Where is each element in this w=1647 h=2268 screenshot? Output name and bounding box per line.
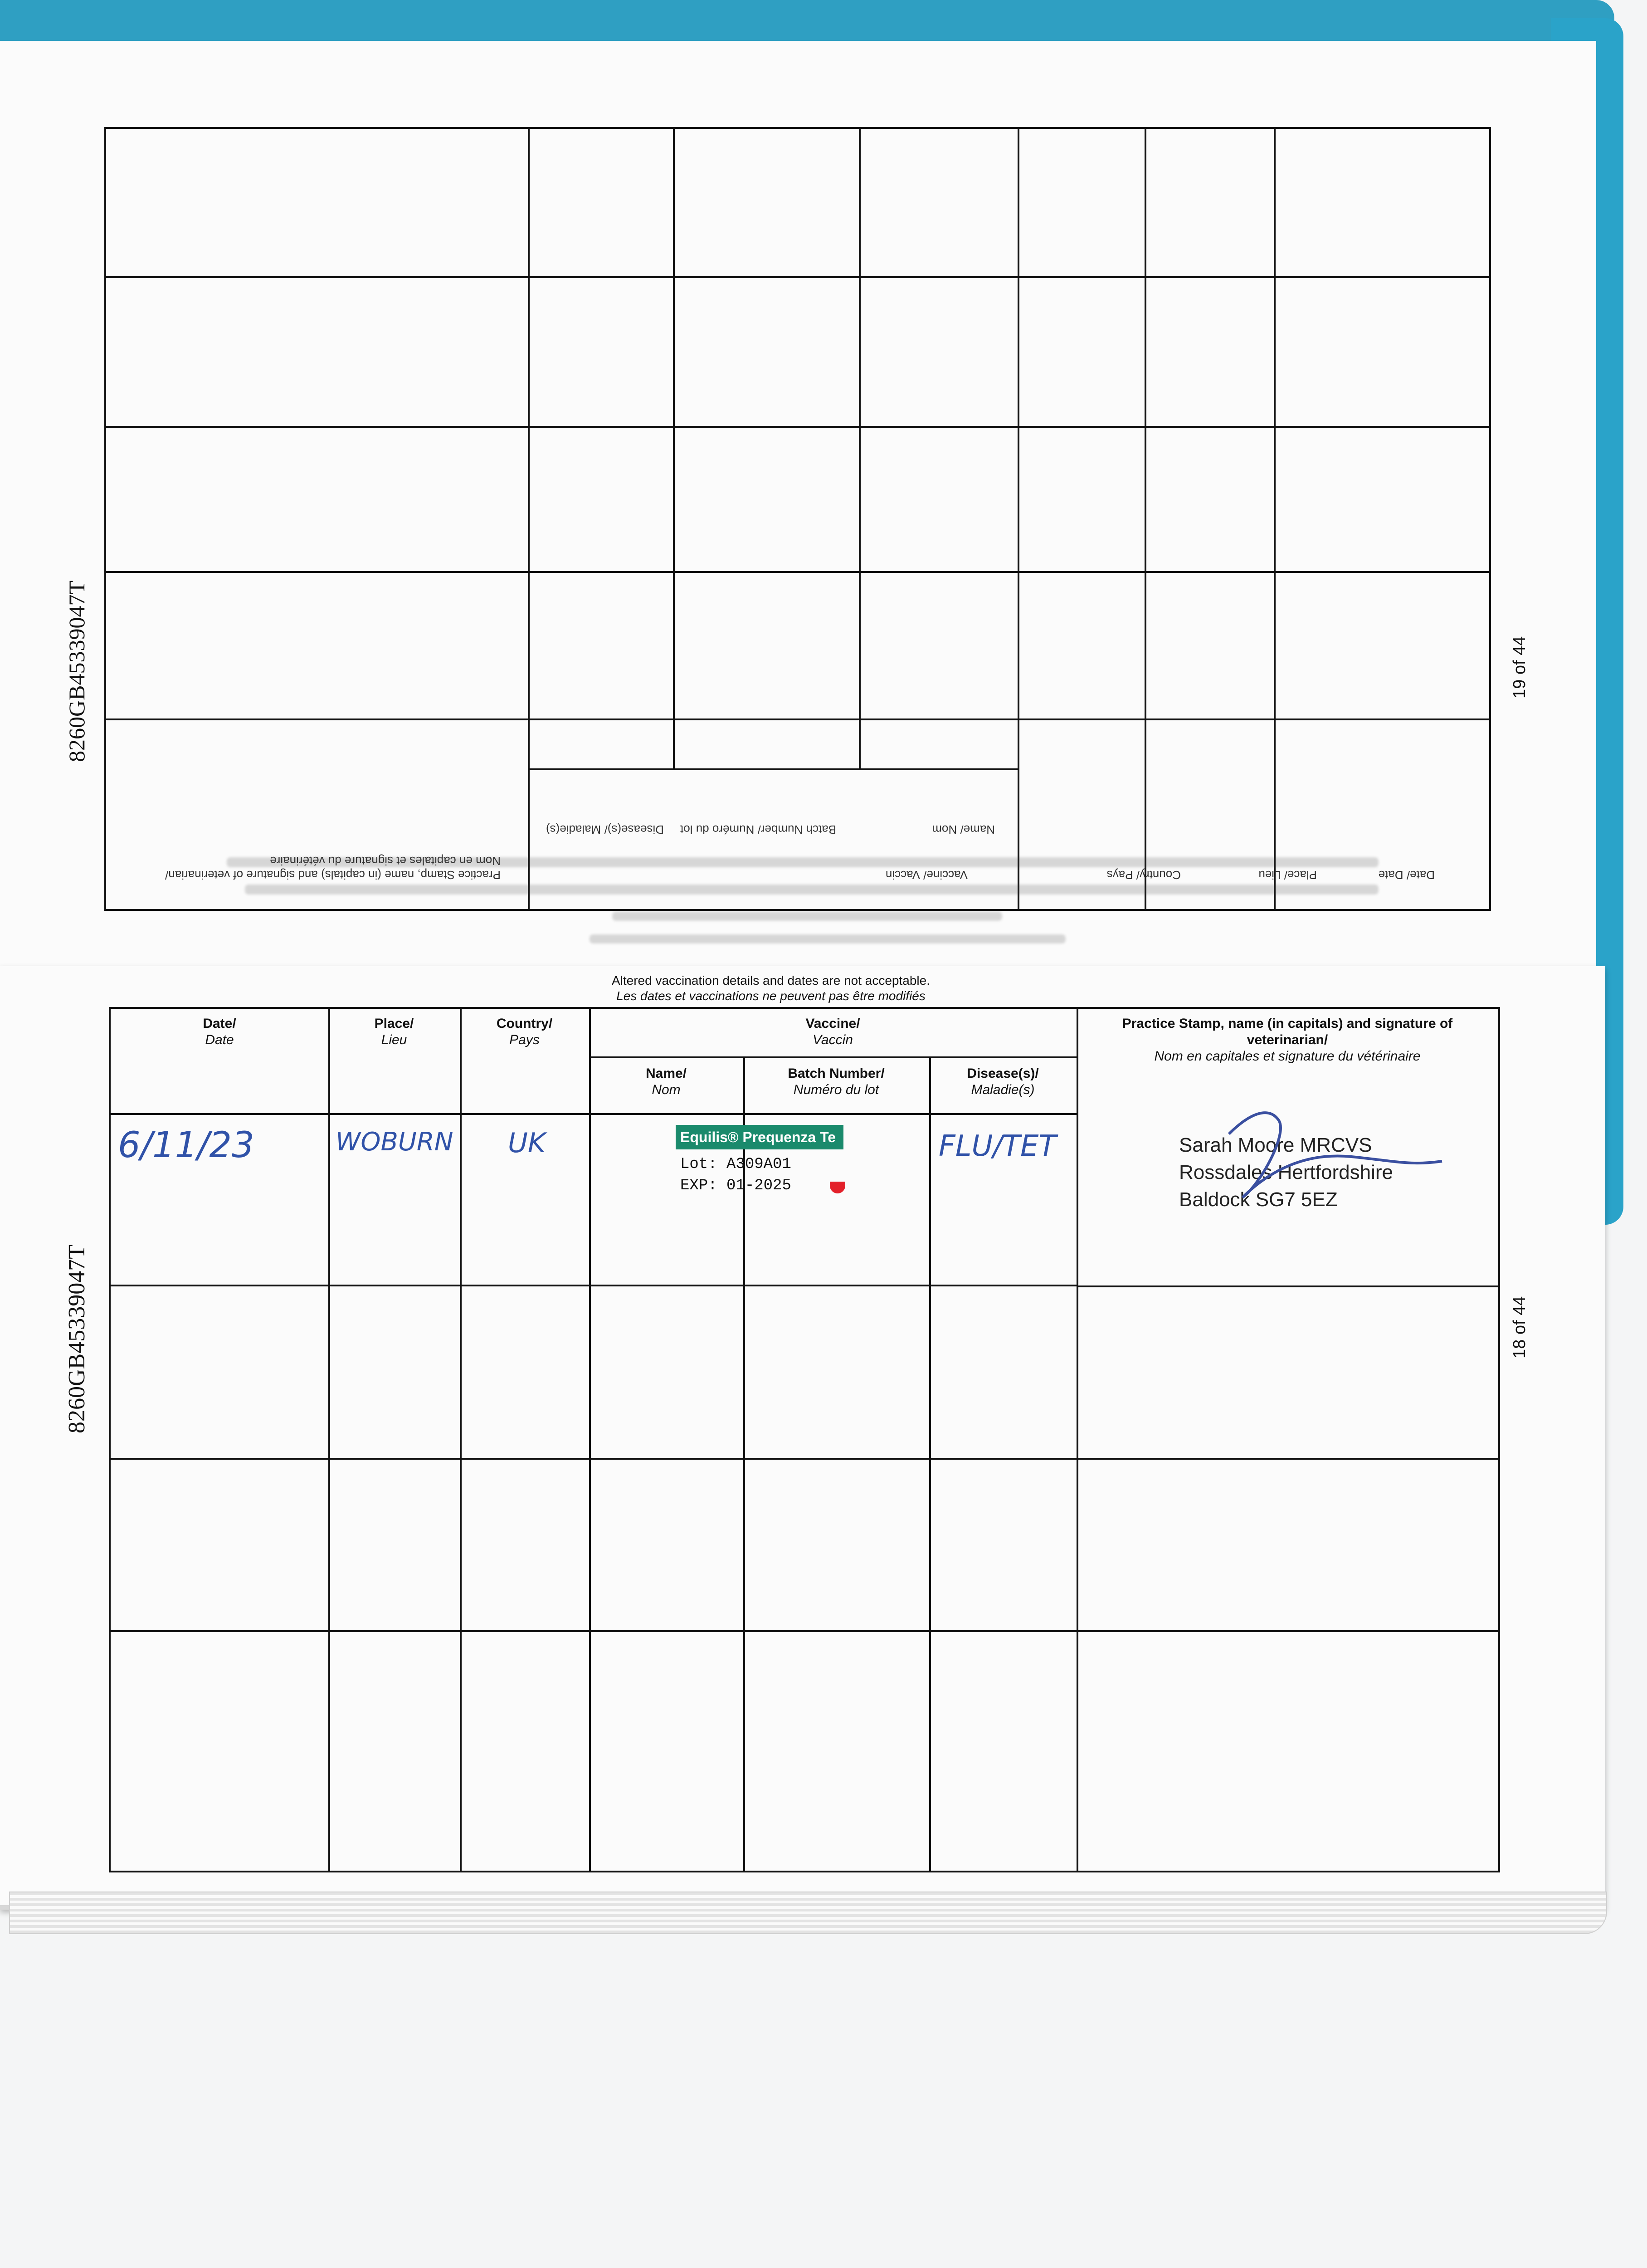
vaccine-lot — [680, 1156, 791, 1173]
top-header-name: Name/ Nom — [932, 823, 995, 836]
header-disease — [929, 1066, 1077, 1098]
header-country-en: Country/ — [496, 1016, 553, 1031]
top-header-batch: Batch Number/ Numéro du lot — [680, 823, 836, 836]
header-country-fr: Pays — [509, 1032, 540, 1047]
bleed-text-line — [612, 912, 1002, 921]
vet-signature-icon — [1215, 1102, 1451, 1220]
top-header-stamp: Practice Stamp, name (in capitals) and signature of veterinarian/ Nom en capitales et signature du vétérinaire — [165, 854, 501, 882]
passport-number-bottom: 8260GB45339047T — [64, 1245, 90, 1433]
vaccine-sticker — [676, 1125, 848, 1207]
page-18 — [0, 966, 1605, 1910]
page-edges — [9, 1892, 1607, 1934]
top-header-vaccine: Vaccine/ Vaccin — [885, 868, 968, 882]
header-date-en: Date/ — [203, 1016, 236, 1031]
entry-place: WOBURN — [336, 1127, 453, 1157]
vet-practice: Rossdales Hertfordshire — [1179, 1161, 1393, 1183]
top-header-country: Country/ Pays — [1106, 868, 1181, 882]
top-header-date: Date/ Date — [1378, 868, 1435, 882]
bleed-text-line — [227, 857, 1379, 867]
entry-disease: FLU/TET — [939, 1129, 1057, 1163]
top-vaccination-grid — [104, 127, 1491, 911]
page-number-18: 18 of 44 — [1510, 1296, 1529, 1359]
header-stamp-fr: Nom en capitales et signature du vétérinaire — [1154, 1049, 1421, 1064]
passport-cover-top — [0, 0, 1614, 41]
header-stamp-en: Practice Stamp, name (in capitals) and signature of veterinarian/ — [1122, 1016, 1453, 1047]
header-vaccine-en: Vaccine/ — [805, 1016, 860, 1031]
notice-en: Altered vaccination details and dates are not acceptable. — [611, 973, 930, 987]
header-name-en: Name/ — [645, 1066, 687, 1081]
header-batch-fr: Numéro du lot — [793, 1082, 879, 1097]
sticker-red-mark — [830, 1182, 845, 1193]
header-country — [460, 1016, 589, 1048]
header-disease-en: Disease(s)/ — [967, 1066, 1039, 1081]
page-19 — [0, 41, 1596, 971]
top-header-disease: Disease(s)/ Maladie(s) — [546, 823, 664, 836]
entry-country: UK — [508, 1127, 546, 1159]
header-stamp — [1081, 1016, 1494, 1065]
vaccine-sticker-brand: Equilis® Prequenza Te — [676, 1125, 843, 1149]
header-place — [328, 1016, 460, 1048]
passport-number-top: 8260GB45339047T — [64, 581, 89, 762]
vet-name: Sarah Moore MRCVS — [1179, 1134, 1372, 1156]
header-date — [111, 1016, 328, 1048]
header-date-fr: Date — [205, 1032, 234, 1047]
header-disease-fr: Maladie(s) — [971, 1082, 1035, 1097]
lot-label: Lot: — [680, 1156, 717, 1173]
top-header-place: Place/ Lieu — [1258, 868, 1317, 882]
header-name — [589, 1066, 743, 1098]
header-vaccine-fr: Vaccin — [813, 1032, 853, 1047]
vet-address: Baldock SG7 5EZ — [1179, 1188, 1338, 1211]
header-place-fr: Lieu — [381, 1032, 407, 1047]
header-batch — [743, 1066, 929, 1098]
page-number-19: 19 of 44 — [1510, 636, 1529, 699]
notice-fr: Les dates et vaccinations ne peuvent pas être modifiés — [616, 988, 926, 1003]
exp-value: 01-2025 — [726, 1177, 791, 1194]
vaccine-exp — [680, 1177, 791, 1194]
lot-value: A309A01 — [726, 1156, 791, 1173]
alteration-notice — [499, 973, 1043, 1003]
header-batch-en: Batch Number/ — [788, 1066, 885, 1081]
header-place-en: Place/ — [374, 1016, 414, 1031]
bleed-text-line — [590, 934, 1066, 943]
header-name-fr: Nom — [652, 1082, 681, 1097]
header-vaccine — [589, 1016, 1077, 1048]
bleed-text-line — [245, 885, 1379, 894]
exp-label: EXP: — [680, 1177, 717, 1194]
entry-date: 6/11/23 — [118, 1125, 254, 1166]
